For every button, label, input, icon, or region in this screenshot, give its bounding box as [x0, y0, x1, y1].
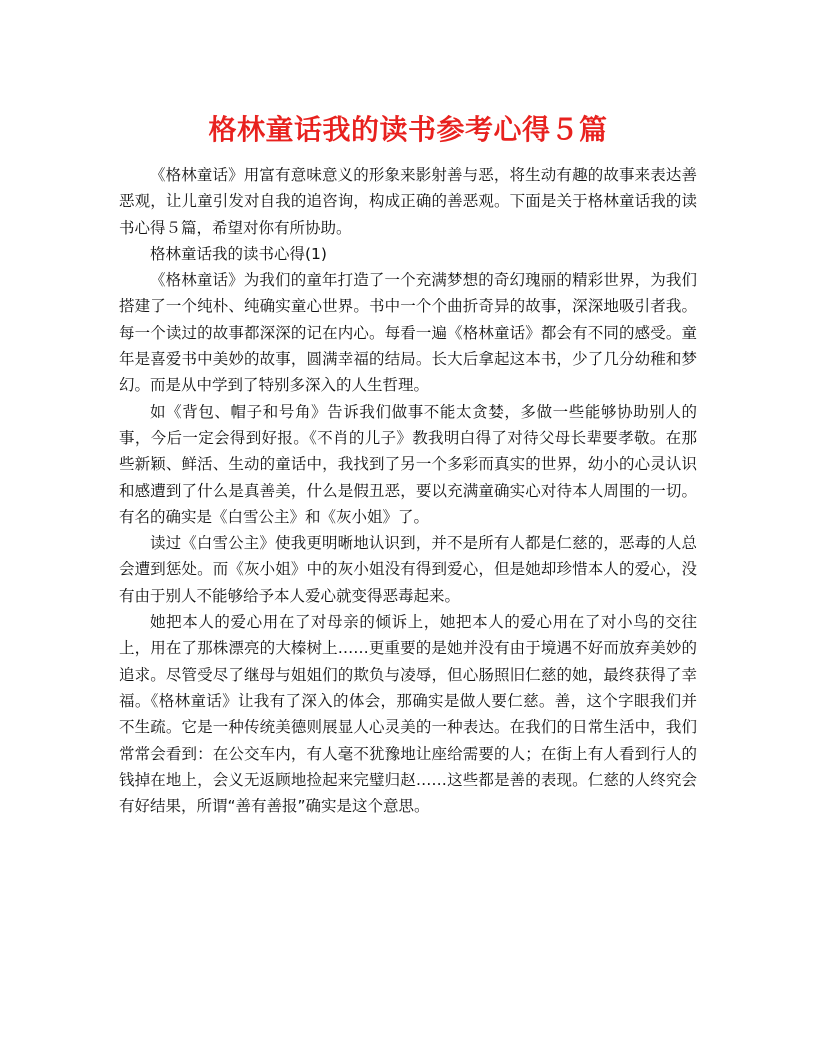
document-body	[119, 162, 697, 819]
document-page	[119, 110, 697, 819]
paragraph-1: 《格林童话》为我们的童年打造了一个充满梦想的奇幻瑰丽的精彩世界，为我们搭建了一个纯朴、纯确实童心世界。书中一个个曲折奇异的故事，深深地吸引者我。每一个读过的故事都深深的记在内心。每看一遍《格林童话》都会有不同的感受。童年是喜爱书中美妙的故事，圆满幸福的结局。长大后拿起这本书，少了几分幼稚和梦幻。而是从中学到了特别多深入的人生哲理。	[119, 271, 697, 395]
paragraph-intro: 《格林童话》用富有意味意义的形象来影射善与恶，将生动有趣的故事来表达善恶观，让儿童引发对自我的追咨询，构成正确的善恶观。下面是关于格林童话我的读书心得５篇，希望对你有所协助。	[119, 166, 697, 237]
paragraph-3: 读过《白雪公主》使我更明晰地认识到，并不是所有人都是仁慈的，恶毒的人总会遭到惩处。而《灰小姐》中的灰小姐没有得到爱心，但是她却珍惜本人的爱心，没有由于别人不能够给予本人爱心就变得恶毒起来。	[119, 534, 697, 605]
document-title: 格林童话我的读书参考心得５篇	[208, 113, 608, 146]
paragraph-2: 如《背包、帽子和号角》告诉我们做事不能太贪婪，多做一些能够协助别人的事，今后一定会得到好报。《不肖的儿子》教我明白得了对待父母长辈要孝敬。在那些新颖、鲜活、生动的童话中，我找到了另一个多彩而真实的世界，幼小的心灵认识和感遭到了什么是真善美，什么是假丑恶，要以充满童确实心对待本人周围的一切。有名的确实是《白雪公主》和《灰小姐》了。	[119, 402, 697, 526]
section-heading-1: 格林童话我的读书心得(1)	[150, 244, 327, 263]
paragraph-4: 她把本人的爱心用在了对母亲的倾诉上，她把本人的爱心用在了对小鸟的交往上，用在了那株漂亮的大榛树上……更重要的是她并没有由于境遇不好而放弃美妙的追求。尽管受尽了继母与姐姐们的欺负与凌辱，但心肠照旧仁慈的她，最终获得了幸福。《格林童话》让我有了深入的体会，那确实是做人要仁慈。善，这个字眼我们并不生疏。它是一种传统美德则展显人心灵美的一种表达。在我们的日常生活中，我们常常会看到：在公交车内，有人毫不犹豫地让座给需要的人；在街上有人看到行人的钱掉在地上，会义无返顾地捡起来完璧归赵……这些都是善的表现。仁慈的人终究会有好结果，所谓“善有善报”确实是这个意思。	[119, 613, 697, 816]
